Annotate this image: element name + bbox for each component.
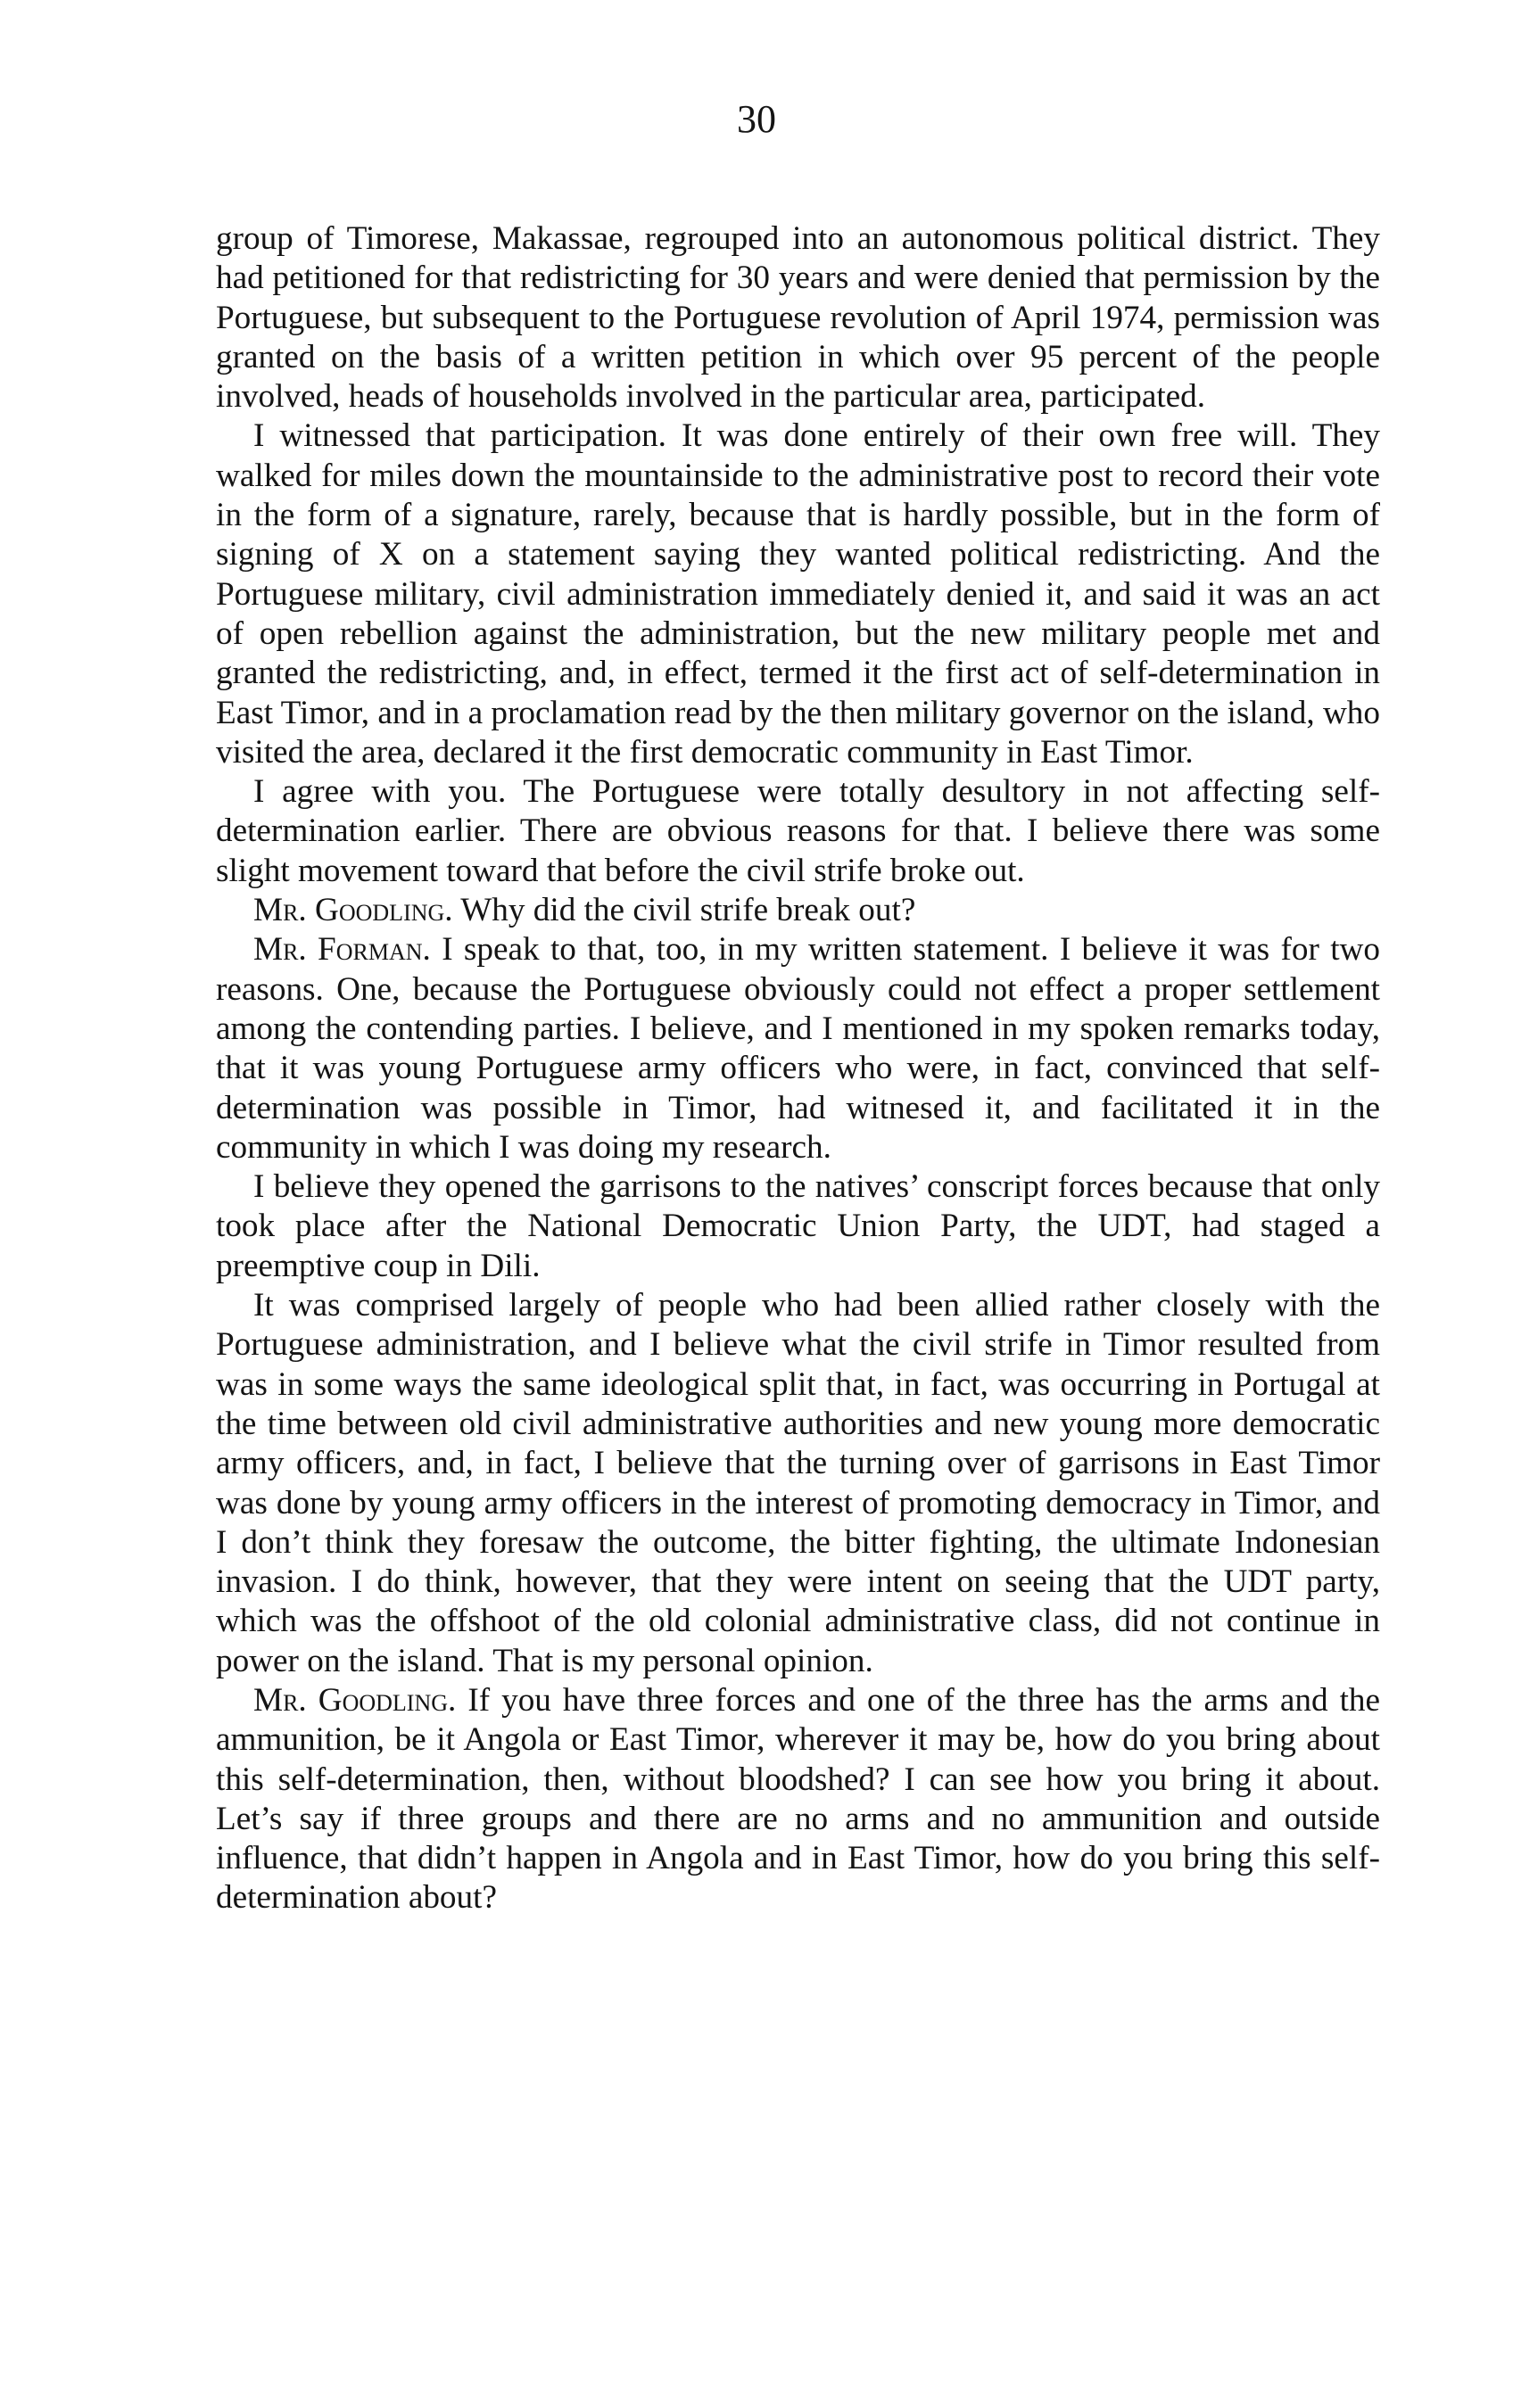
- paragraph-7: [216, 1286, 1380, 1681]
- paragraph-text: It was comprised largely of people who had been allied rather closely with the Portuguese administration, and I believe what the civil strife in Timor resulted from was in some ways the same ideological split that, in fact, was occurring in Portugal at the time between old civil administrative authorities and new young more democratic army officers, and, in fact, I believe that the turning over of garrisons in East Timor was done by young army officers in the interest of promoting democracy in Timor, and I don’t think they foresaw the outcome, the bitter fighting, the ultimate Indonesian invasion. I do think, however, that they were intent on seeing that the UDT party, which was the offshoot of the old colonial administrative class, did not continue in power on the island. That is my personal opinion.: [216, 1287, 1380, 1679]
- speaker-name: Mr. Forman.: [253, 931, 431, 969]
- page-number: 30: [737, 97, 776, 141]
- paragraph-text: Why did the civil strife break out?: [460, 892, 916, 929]
- paragraph-text: I believe they opened the garrisons to the natives’ conscript forces because that only took place after the National Democratic Union Party, the UDT, had staged a preemptive coup in Dili.: [216, 1168, 1380, 1284]
- paragraph-text: I witnessed that participation. It was done entirely of their own free will. They walked for miles down the mountainside to the administrative post to record their vote in the form of a signature, rarely, because that is hardly possible, but in the form of signing of X on a statement saying they wanted political redistricting. And the Portuguese military, civil administration immediately denied it, and said it was an act of open rebellion against the administration, but the new military people met and granted the redistricting, and, in effect, termed it the first act of self-determination in East Timor, and in a proclamation read by the then military governor on the island, who visited the area, declared it the first democratic community in East Timor.: [216, 417, 1380, 771]
- paragraph-text: group of Timorese, Makassae, regrouped into an autonomous political district. They had petitioned for that redistricting for 30 years and were denied that permission by the Portuguese, but subsequent to the Portuguese revolution of April 1974, permission was granted on the basis of a written petition in which over 95 percent of the people involved, heads of households involved in the particular area, participated.: [216, 220, 1380, 416]
- paragraph-6: [216, 1167, 1380, 1286]
- paragraph-2: [216, 416, 1380, 772]
- paragraph-5: [216, 930, 1380, 1167]
- paragraph-1: [216, 219, 1380, 416]
- body-text: [216, 219, 1380, 1918]
- speaker-name: Mr. Goodling.: [253, 1681, 457, 1719]
- paragraph-8: [216, 1681, 1380, 1918]
- paragraph-text: I speak to that, too, in my written statement. I believe it was for two reasons. One, because the Portuguese obviously could not effect a proper settlement among the contending parties. I believe, and I mentioned in my spoken remarks today, that it was young Portuguese army officers who were, in fact, convinced that self-determination was possible in Timor, had witnesed it, and facilitated it in the community in which I was doing my research.: [216, 931, 1380, 1166]
- paragraph-3: [216, 772, 1380, 891]
- speaker-name: Mr. Goodling.: [253, 892, 453, 929]
- paragraph-text: I agree with you. The Portuguese were totally desultory in not affecting self-determination earlier. There are obvious reasons for that. I believe there was some slight movement toward that before the civil strife broke out.: [216, 773, 1380, 889]
- paragraph-4: [216, 891, 1380, 930]
- paragraph-text: If you have three forces and one of the three has the arms and the ammunition, be it Angola or East Timor, wherever it may be, how do you bring about this self-determination, then, without bloodshed? I can see how you bring it about. Let’s say if three groups and there are no arms and no ammunition and outside influence, that didn’t happen in Angola and in East Timor, how do you bring this self-determination about?: [216, 1681, 1381, 1917]
